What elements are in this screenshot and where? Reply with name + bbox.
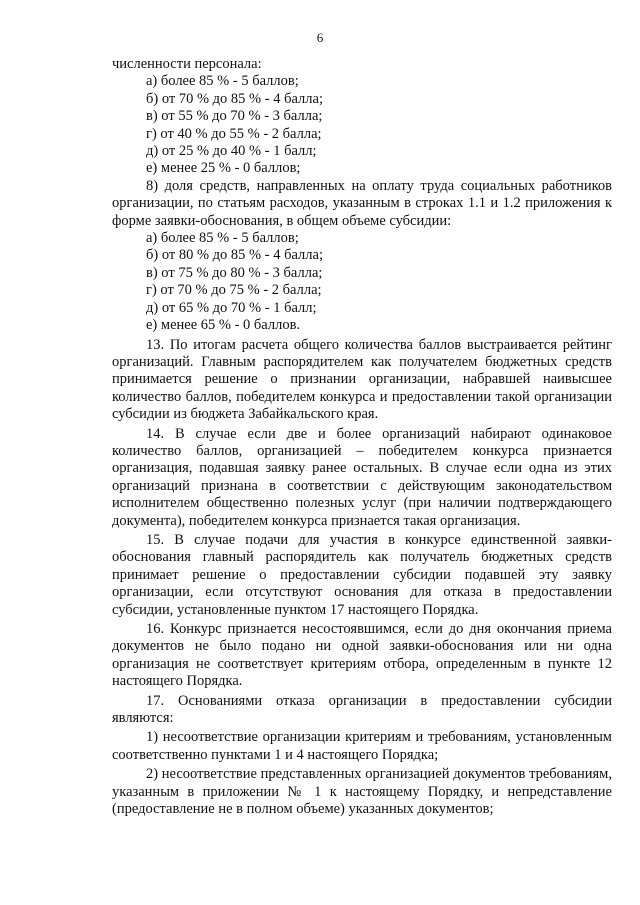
page-number: 6 <box>316 30 324 45</box>
paragraph: численности персонала: <box>112 56 262 72</box>
list-item: б) от 70 % до 85 % - 4 балла; <box>146 90 323 107</box>
list-item: а) более 85 % - 5 баллов; <box>146 230 299 247</box>
document-body <box>112 56 612 818</box>
paragraph: 14. В случае если две и более организаций набирают одинаковое количество баллов, организацией – победителем конкурса признается организация, подавшая заявку ранее остальных. В случае если одна из этих организаций признана в соответствии с действующим законодательством исполнителем общественно полезных услуг (при наличии подтверждающего документа), победителем конкурса признается такая организация. <box>112 425 612 529</box>
list-item: д) от 65 % до 70 % - 1 балл; <box>146 299 317 316</box>
list-item: г) от 40 % до 55 % - 2 балла; <box>146 125 322 142</box>
list-item: а) более 85 % - 5 баллов; <box>146 73 299 90</box>
list-item: г) от 70 % до 75 % - 2 балла; <box>146 282 322 299</box>
list-item: е) менее 25 % - 0 баллов; <box>146 160 301 177</box>
list-item: в) от 55 % до 70 % - 3 балла; <box>146 108 323 125</box>
paragraph: 13. По итогам расчета общего количества баллов выстраивается рейтинг организаций. Главным распорядителем как получателем бюджетных средств принимается решение о признании организации, набравшей наивысшее количество баллов, победителем конкурса и предоставлении такой организации субсидии из бюджета Забайкальского края. <box>112 336 612 423</box>
list-item: в) от 75 % до 80 % - 3 балла; <box>146 264 323 281</box>
paragraph: 17. Основаниями отказа организации в предоставлении субсидии являются: <box>112 692 612 727</box>
list-item: б) от 80 % до 85 % - 4 балла; <box>146 247 323 264</box>
paragraph: 8) доля средств, направленных на оплату труда социальных работников организации, по статьям расходов, указанным в строках 1.1 и 1.2 приложения к форме заявки-обоснования, в общем объеме субсидии: <box>112 177 612 229</box>
paragraph: 1) несоответствие организации критериям и требованиям, установленным соответственно пунктами 1 и 4 настоящего Порядка; <box>112 729 612 763</box>
paragraph: 16. Конкурс признается несостоявшимся, если до дня окончания приема документов не было подано ни одной заявки-обоснования или ни одна организация не соответствует критериям отбора, определенным в пункте 12 настоящего Порядка. <box>112 621 612 690</box>
list-item: е) менее 65 % - 0 баллов. <box>146 317 301 334</box>
paragraph: 2) несоответствие представленных организацией документов требованиям, указанным в приложении № 1 к настоящему Порядку, и непредставление (предоставление не в полном объеме) указанных документов; <box>112 766 612 818</box>
list-item: д) от 25 % до 40 % - 1 балл; <box>146 143 317 160</box>
paragraph: 15. В случае подачи для участия в конкурсе единственной заявки-обоснования главный распорядитель как получатель бюджетных средств принимает решение о предоставлении субсидии подавшей эту заявку организации, если отсутствуют основания для отказа в предоставлении субсидии, установленные пунктом 17 настоящего Порядка. <box>112 531 612 618</box>
